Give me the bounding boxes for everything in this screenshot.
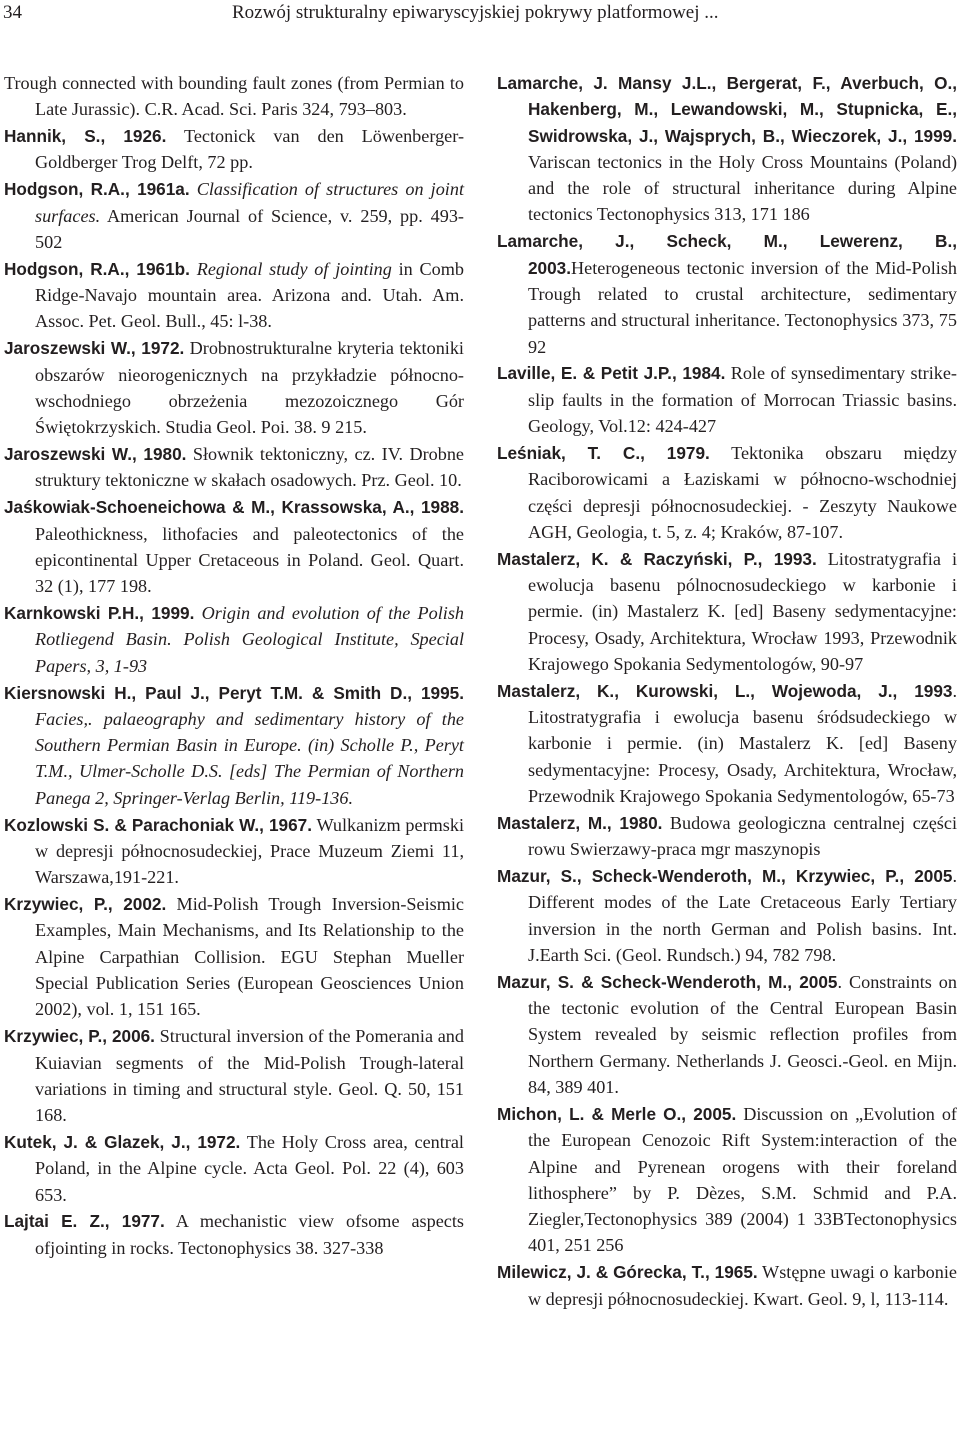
reference-entry [497,969,957,1100]
reference-italic-text: Regional study of jointing [196,258,392,279]
reference-italic-text: Classification of structures on joint surfaces. [35,179,464,226]
reference-authors: Hannik, S., 1926. [4,126,167,147]
reference-text: Litostratygrafia i ewolucja basenu pólnocnosudeckiego w karbonie i permie. (in) Mastalerz K. [ed] Baseny sedymentacyjne: Procesy, Osady, Architektura, Wrocław 1993, Przewodnik Krajowego Spokania Sedymentologów, 90-97 [528,548,957,674]
reference-entry [4,123,464,176]
reference-authors: Jaroszewski W., 1980. [4,444,187,465]
reference-entry [497,678,957,809]
reference-entry [497,1101,957,1259]
reference-authors: Mazur, S. & Scheck-Wenderoth, M., 2005 [497,971,838,992]
reference-text: Tectonick van den Löwenberger-Goldberger Trog Delft, 72 pp. [35,126,464,173]
reference-punct: . [952,680,957,701]
reference-authors: Jaśkowiak-Schoeneichowa & M., Krassowska, A., 1988. [4,497,464,518]
reference-italic-text: Facies,. palaeography and sedimentary history of the Southern Permian Basin in Europe. (in) Scholle P., Peryt T.M., Ulmer-Scholle D.S. [eds] The Permian of Northern Panega 2, Springer-Verlag Berlin, 119-136. [35,708,464,808]
reference-authors: Krzywiec, P., 2006. [4,1026,155,1047]
reference-entry [497,70,957,228]
reference-text: Structural inversion of the Pomerania and Kuiavian segments of the Mid-Polish Trough-lateral variations in timing and structural style. Geol. Q. 50, 151 168. [35,1026,464,1126]
reference-text: Słownik tektoniczny, cz. IV. Drobne struktury tektoniczne w skałach osadowych. Prz. Geol. 10. [35,444,464,491]
reference-text: in Comb Ridge-Navajo mountain area. Arizona and. Utah. Am. Assoc. Pet. Geol. Bull., 45: l-38. [35,258,464,332]
reference-authors: Kozlowski S. & Parachoniak W., 1967. [4,814,312,835]
reference-entry [4,256,464,335]
reference-authors: Lamarche, J. Mansy J.L., Bergerat, F., Averbuch, O., Hakenberg, M., Lewandowski, M., Stupnicka, E., Swidrowska, J., Wajsprych, B., Wieczorek, J., 1999. [497,73,957,146]
reference-text: Mid-Polish Trough Inversion-Seismic Examples, Main Mechanisms, and Its Relationship to the Alpine Carpathian Collision. EGU Stephan Mueller Special Publication Series (European Geosciences Union 2002), vol. 1, 151 165. [35,894,464,1020]
reference-text: Constraints on the tectonic evolution of the Central European Basin System revealed by seismic reflection profiles from Northern Germany. Netherlands J. Geosci.-Geol. en Mijn. 84, 389 401. [528,971,957,1098]
reference-text: Drobnostrukturalne kryteria tektoniki obszarów nieorogenicznych na przykładzie północno-wschodniego obrzeżenia mezozoicznego Gór Świętokrzyskich. Studia Geol. Poi. 38. 9 215. [35,338,464,438]
reference-entry [4,600,464,679]
reference-authors: Karnkowski P.H., 1999. [4,603,195,624]
reference-entry [4,1208,464,1261]
reference-entry [497,546,957,677]
reference-text: Tektonika obszaru między Raciborowicami a Łaziskami w północno-wschodniej części depresji północnosudeckiej. - Zeszyty Naukowe AGH, Geologia, t. 5, z. 4; Kraków, 87-107. [528,442,958,542]
reference-authors: Hodgson, R.A., 1961a. [4,179,190,200]
reference-entry [4,891,464,1022]
reference-text [194,603,201,623]
reference-authors: Kiersnowski H., Paul J., Peryt T.M. & Smith D., 1995. [4,682,464,703]
reference-text: A mechanistic view ofsome aspects ofjointing in rocks. Tectonophysics 38. 327-338 [35,1211,465,1258]
reference-text: Heterogeneous tectonic inversion of the Mid-Polish Trough related to crustal architecture, sedimentary patterns and structural inheritance. Tectonophysics 373, 75 92 [528,257,957,357]
reference-entry [4,441,464,494]
running-title: Rozwój strukturalny epiwaryscyjskiej pokrywy platformowej ... [232,2,719,23]
reference-entry [4,176,464,255]
reference-authors: Mastalerz, M., 1980. [497,812,663,833]
reference-text [190,179,197,199]
reference-entry [497,863,957,968]
reference-authors: Milewicz, J. & Górecka, T., 1965. [497,1262,758,1283]
reference-entry [497,360,957,439]
reference-text [190,259,197,279]
reference-authors: Michon, L. & Merle O., 2005. [497,1103,737,1124]
reference-entry [4,680,464,811]
reference-text: Different modes of the Late Cretaceous Early Tertiary inversion in the north German and Polish basins. Int. J.Earth Sci. (Geol. Rundsch.) 94, 782 798. [528,892,957,965]
reference-entry [497,440,957,545]
reference-entry [4,1129,464,1208]
reference-punct: . [837,971,842,992]
reference-text: American Journal of Science, v. 259, pp. 493-502 [35,205,464,252]
references-right-column [497,70,957,1312]
reference-authors: Mazur, S., Scheck-Wenderoth, M., Krzywiec, P., 2005 [497,866,953,887]
reference-text: Wulkanizm permski w depresji północnosudeckiej, Prace Muzeum Ziemi 11, Warszawa,191-221. [35,814,465,888]
reference-text: Variscan tectonics in the Holy Cross Mountains (Poland) and the role of structural inheritance during Alpine tectonics Tectonophysics 313, 171 186 [528,151,957,225]
reference-text: Role of synsedimentary strike-slip faults in the formation of Morrocan Triassic basins. Geology, Vol.12: 424-427 [528,363,957,437]
reference-text: Budowa geologiczna centralnej części rowu Swierzawy-praca mgr maszynopis [528,812,957,860]
reference-authors: Lajtai E. Z., 1977. [4,1211,165,1232]
reference-authors: Jaroszewski W., 1972. [4,338,185,359]
reference-authors: Mastalerz, K., Kurowski, L., Wojewoda, J., 1993 [497,680,953,701]
reference-entry [4,812,464,891]
reference-authors: Lamarche, J., Scheck, M., Lewerenz, B., 2003. [497,231,957,278]
reference-text: Paleothickness, lithofacies and paleotectonics of the epicontinental Upper Cretaceous in Poland. Geol. Quart. 32 (1), 177 198. [35,523,464,597]
reference-entry [4,335,464,440]
reference-authors: Krzywiec, P., 2002. [4,894,167,915]
reference-entry [4,494,464,599]
reference-text: Wstępne uwagi o karbonie w depresji północnosudeckiej. Kwart. Geol. 9, l, 113-114. [528,1262,957,1309]
page-number: 34 [3,2,22,23]
reference-entry [497,228,957,359]
reference-entry [497,810,957,863]
reference-authors: Laville, E. & Petit J.P., 1984. [497,363,726,384]
reference-text: Trough connected with bounding fault zones (from Permian to Late Jurassic). C.R. Acad. Sci. Paris 324, 793–803. [4,73,464,120]
references-left-column [4,70,464,1262]
reference-entry [497,1259,957,1312]
page-header [0,0,960,40]
reference-entry [4,70,464,123]
reference-italic-text: Origin and evolution of the Polish Rotliegend Basin. Polish Geological Institute, Special Papers, 3, 1-93 [35,603,464,676]
reference-authors: Kutek, J. & Glazek, J., 1972. [4,1132,241,1152]
reference-punct: . [952,866,957,887]
reference-authors: Mastalerz, K. & Raczyński, P., 1993. [497,548,817,569]
reference-authors: Leśniak, T. C., 1979. [497,442,710,463]
reference-entry [4,1023,464,1128]
reference-authors: Hodgson, R.A., 1961b. [4,258,190,279]
reference-text: The Holy Cross area, central Poland, in the Alpine cycle. Acta Geol. Pol. 22 (4), 603 653. [35,1132,464,1205]
reference-text: Litostratygrafia i ewolucja basenu śródsudeckiego w karbonie i permie. (in) Mastalerz K. [ed] Baseny sedymentacyjne: Procesy, Osady, Architektura, Wrocław, Przewodnik Krajowego Spokania Sedymentologów, 65-73 [528,707,957,806]
reference-text: Discussion on „Evolution of the European Cenozoic Rift System:interaction of the Alpine and Pyrenean orogens with their foreland lithosphere” by P. Dèzes, S.M. Schmid and P.A. Ziegler,Tectonophysics 389 (2004) 1 33BTectonophysics 401, 251 256 [528,1103,957,1256]
